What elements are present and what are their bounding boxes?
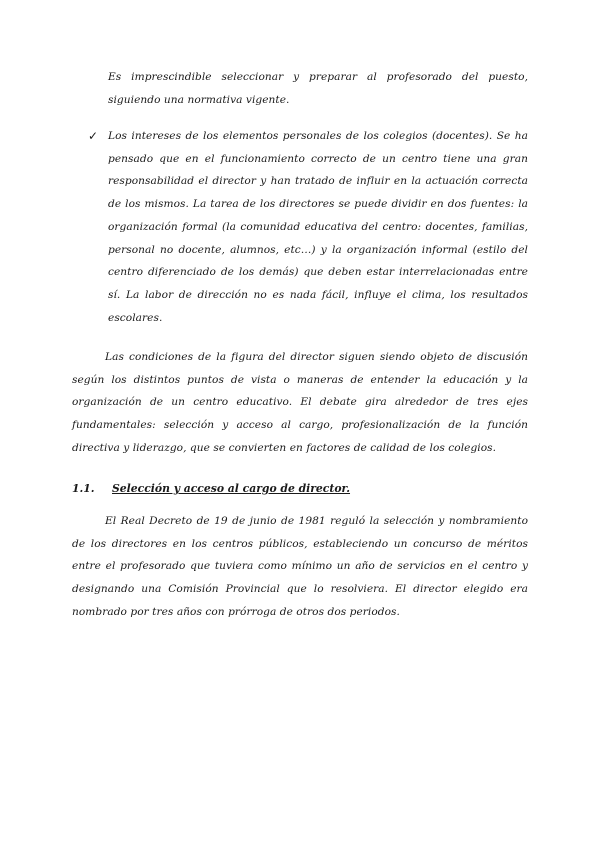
checkmark-bullet-icon: ✓ <box>88 129 99 143</box>
continuation-paragraph: Es imprescindible seleccionar y preparar al profesorado del puesto, siguiendo una normativa vigente. <box>108 71 528 106</box>
paragraph-real-decreto: El Real Decreto de 19 de junio de 1981 reguló la selección y nombramiento de los directores en los centros públicos, estableciendo un concurso de méritos entre el profesorado que tuviera como mínimo un año de servicios en el centro y designando una Comisión Provincial que lo resolviera. El director elegido era nombrado por tres años con prórroga de otros dos periodos. <box>72 515 528 618</box>
section-heading <box>72 478 528 500</box>
paragraph-director-conditions: Las condiciones de la figura del director siguen siendo objeto de discusión según los distintos puntos de vista o maneras de entender la educación y la organización de un centro educativo. El debate gira alrededor de tres ejes fundamentales: selección y acceso al cargo, profesionalización de la función directiva y liderazgo, que se convierten en factores de calidad de los colegios. <box>72 351 528 454</box>
section-number: 1.1. <box>72 482 95 495</box>
bullet-text: Los intereses de los elementos personales de los colegios (docentes). Se ha pensado que en el funcionamiento correcto de un centro tiene una gran responsabilidad el director y han tratado de influir en la actuación correcta de los mismos. La tarea de los directores se puede dividir en dos fuentes: la organización formal (la comunidad educativa del centro: docentes, familias, personal no docente, alumnos, etc…) y la organización informal (estilo del centro diferenciado de los demás) que deben estar interrelacionadas entre sí. La labor de dirección no es nada fácil, influye el clima, los resultados escolares. <box>108 130 528 324</box>
section-title: Selección y acceso al cargo de director. <box>112 482 351 495</box>
